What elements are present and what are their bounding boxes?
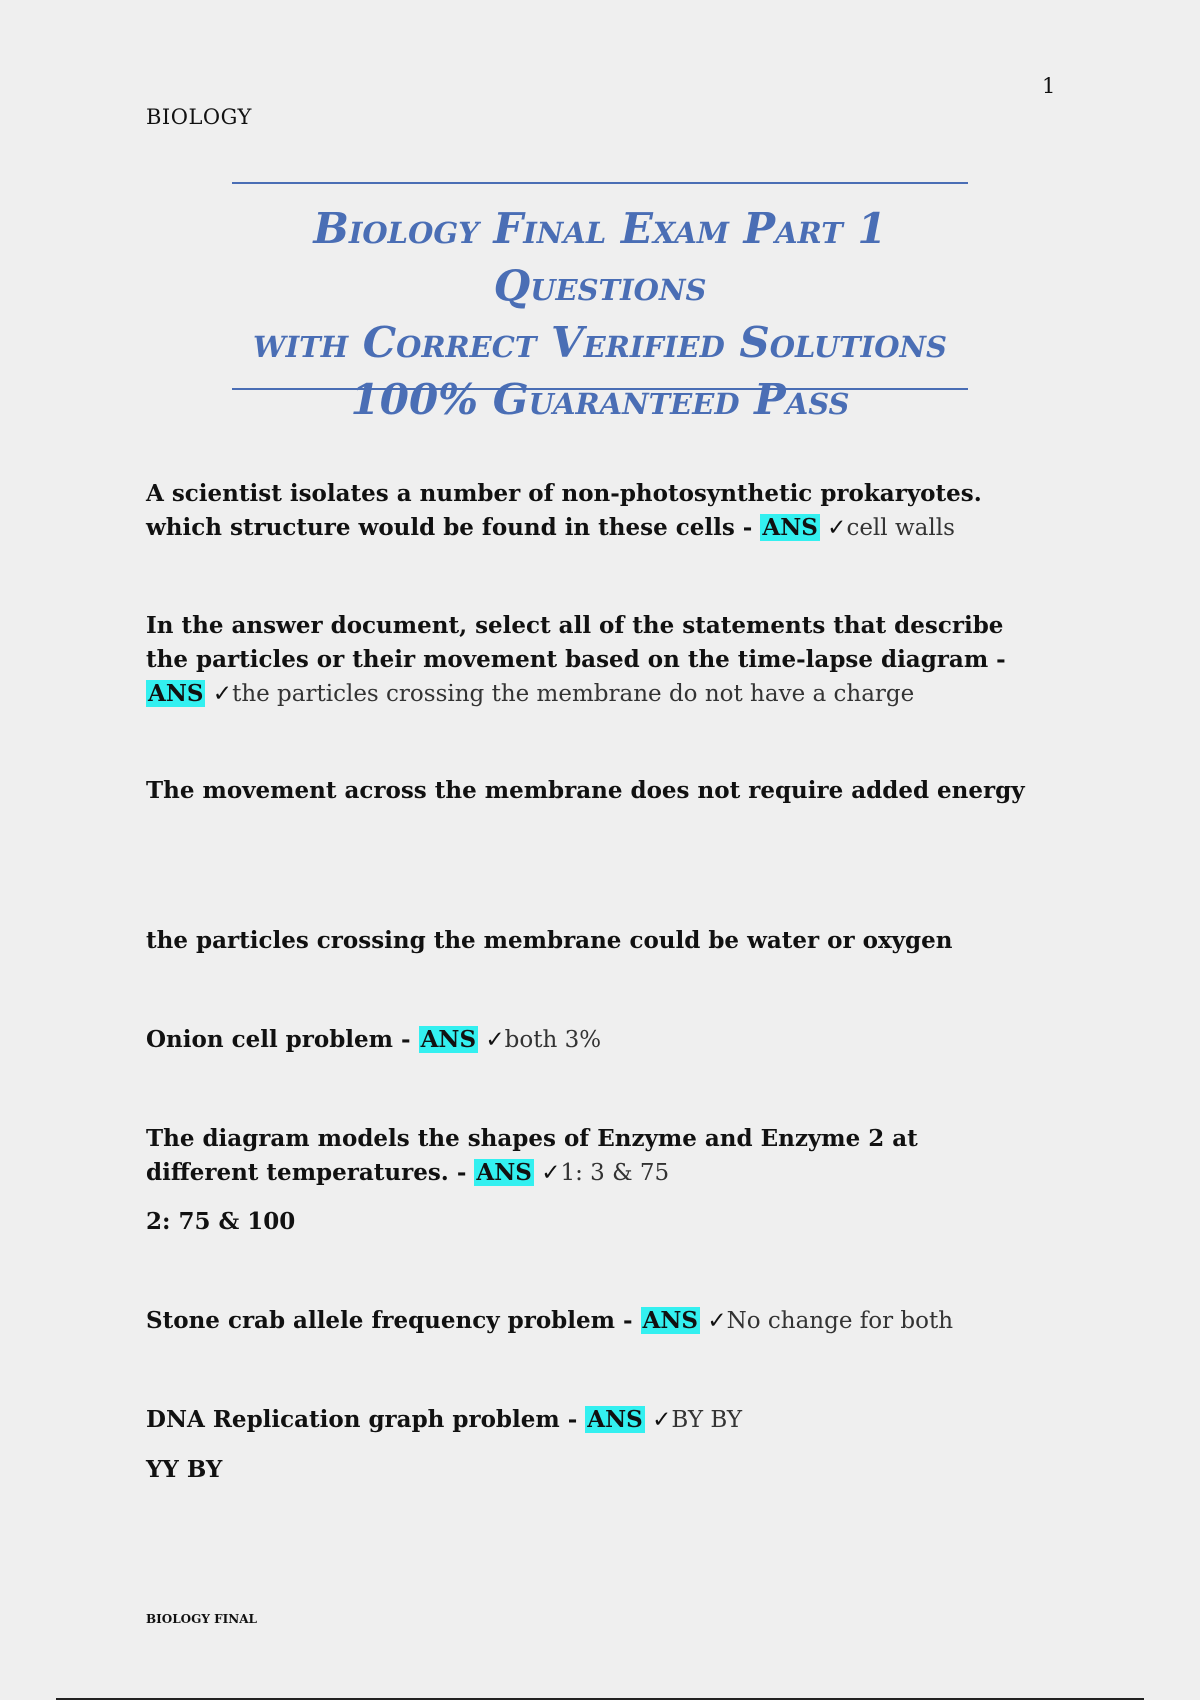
footer-label: BIOLOGY FINAL [146, 1612, 257, 1626]
question-text: Onion cell problem - [146, 1026, 419, 1053]
answer-text: 1: 3 & 75 [560, 1160, 670, 1186]
question-text: The diagram models the shapes of Enzyme and Enzyme 2 at different temperatures. - [146, 1125, 918, 1186]
answer-text: No change for both [726, 1308, 954, 1334]
ans-badge: ANS [642, 1307, 698, 1334]
ans-badge: ANS [587, 1406, 643, 1433]
check-icon: ✓ [707, 1308, 727, 1334]
title-line-2: with Correct Verified Solutions [253, 318, 947, 367]
question-text: A scientist isolates a number of non-photosynthetic prokaryotes. which structure would be found in these cells - [146, 480, 982, 541]
statement-2: the particles crossing the membrane could be water or oxygen [146, 927, 953, 954]
document-title [212, 200, 988, 428]
title-line-3: 100% Guaranteed Pass [350, 375, 850, 424]
qa-item-2 [146, 609, 1036, 711]
qa-item-dna [146, 1403, 1036, 1437]
title-rule-top [232, 182, 968, 184]
question-text: In the answer document, select all of the statements that describe the particles or their movement based on the time-lapse diagram - [146, 612, 1006, 673]
answer-text: BY BY [671, 1407, 743, 1433]
answer-continuation: 2: 75 & 100 [146, 1208, 296, 1235]
qa-item-stone-crab [146, 1304, 1036, 1338]
title-line-1: Biology Final Exam Part 1 Questions [313, 204, 887, 310]
ans-badge: ANS [762, 514, 818, 541]
answer-continuation: YY BY [146, 1456, 223, 1483]
check-icon: ✓ [827, 515, 847, 541]
check-icon: ✓ [212, 681, 233, 707]
title-rule-bottom [232, 388, 968, 390]
qa-item-enzyme [146, 1122, 1036, 1190]
ans-badge: ANS [476, 1159, 532, 1186]
running-header: BIOLOGY [146, 105, 252, 129]
question-text: DNA Replication graph problem - [146, 1406, 586, 1433]
answer-text: both 3% [504, 1027, 602, 1053]
answer-text: cell walls [846, 515, 955, 541]
ans-badge: ANS [148, 680, 204, 707]
answer-text: the particles crossing the membrane do not have a charge [232, 681, 915, 707]
ans-badge: ANS [420, 1026, 477, 1053]
question-text: Stone crab allele frequency problem - [146, 1307, 641, 1334]
check-icon: ✓ [541, 1160, 561, 1186]
page-number: 1 [1042, 74, 1056, 98]
qa-item-1 [146, 477, 1036, 545]
check-icon: ✓ [652, 1407, 672, 1433]
check-icon: ✓ [485, 1027, 505, 1053]
qa-item-onion [146, 1023, 1036, 1057]
statement-1: The movement across the membrane does not require added energy [146, 777, 1025, 804]
